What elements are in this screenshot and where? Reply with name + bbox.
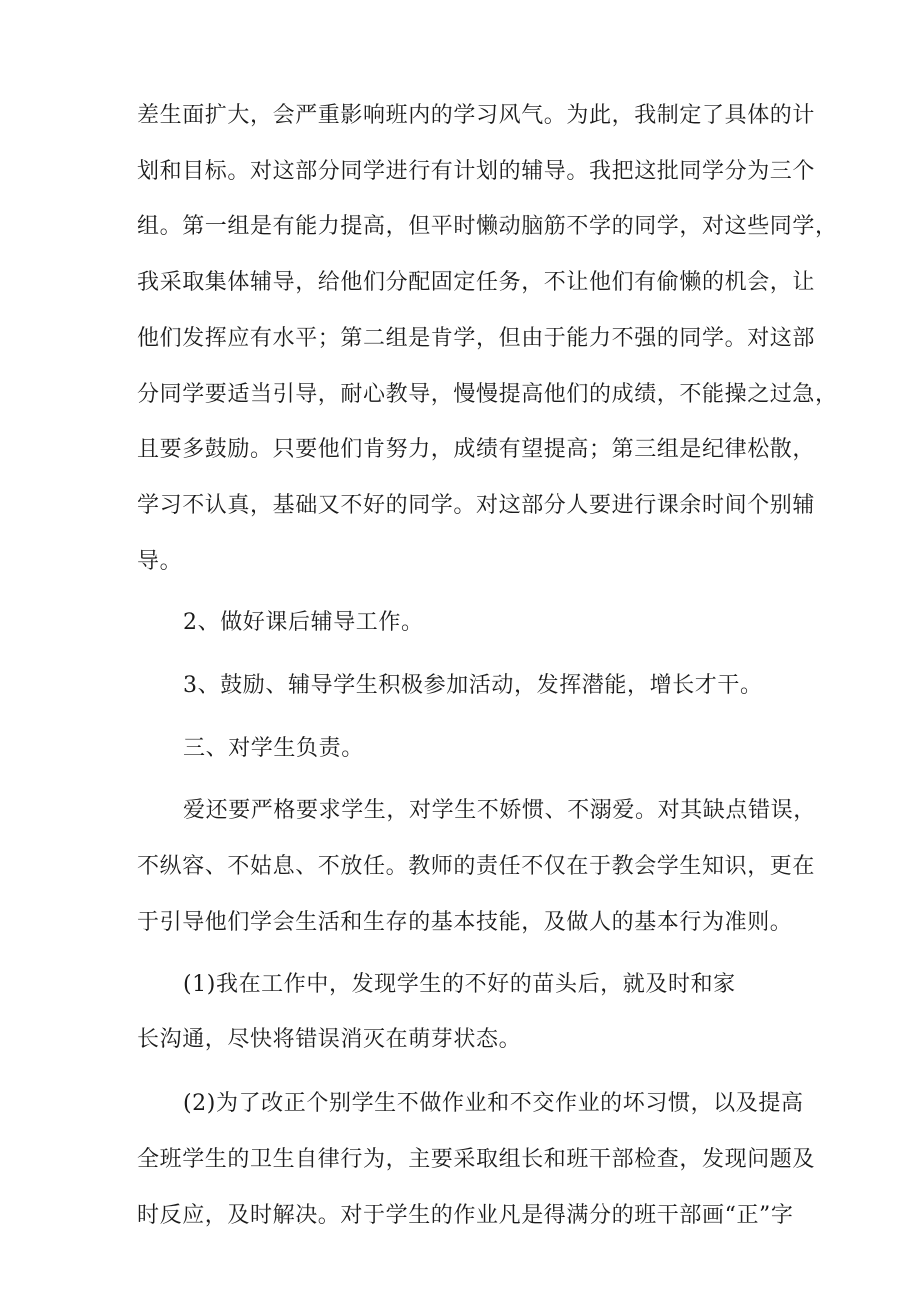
paragraph-line: 且要多鼓励。只要他们肯努力，成绩有望提高；第三组是纪律松散，: [137, 437, 816, 462]
paragraph-line: 学习不认真，基础又不好的同学。对这部分人要进行课余时间个别辅: [137, 493, 816, 518]
numbered-item-1: (1)我在工作中，发现学生的不好的苗头后，就及时和家: [183, 972, 736, 997]
paragraph-line: 爱还要严格要求学生，对学生不娇惯、不溺爱。对其缺点错误，: [183, 798, 816, 823]
paragraph-line: 不纵容、不姑息、不放任。教师的责任不仅在于教会学生知识，更在: [137, 854, 816, 879]
numbered-item-2: (2)为了改正个别学生不做作业和不交作业的坏习惯，以及提高: [183, 1091, 804, 1116]
list-item-2: 2、做好课后辅导工作。: [183, 610, 424, 635]
paragraph-line: 导。: [137, 549, 183, 574]
paragraph-line: 全班学生的卫生自律行为，主要采取组长和班干部检查，发现问题及: [137, 1147, 816, 1172]
paragraph-line: 组。第一组是有能力提高，但平时懒动脑筋不学的同学，对这些同学，: [137, 214, 838, 239]
paragraph-line: 长沟通，尽快将错误消灭在萌芽状态。: [137, 1027, 522, 1052]
paragraph-line: 我采取集体辅导，给他们分配固定任务，不让他们有偷懒的机会，让: [137, 270, 816, 295]
paragraph-line: 差生面扩大，会严重影响班内的学习风气。为此，我制定了具体的计: [137, 103, 816, 128]
paragraph-line: 于引导他们学会生活和生存的基本技能，及做人的基本行为准则。: [137, 910, 793, 935]
paragraph-line: 时反应，及时解决。对于学生的作业凡是得满分的班干部画“正”字: [137, 1203, 794, 1228]
paragraph-line: 划和目标。对这部分同学进行有计划的辅导。我把这批同学分为三个: [137, 159, 816, 184]
list-item-3: 3、鼓励、辅导学生积极参加活动，发挥潜能，增长才干。: [183, 673, 763, 698]
paragraph-line: 他们发挥应有水平；第二组是肯学，但由于能力不强的同学。对这部: [137, 326, 816, 351]
section-heading: 三、对学生负责。: [183, 736, 364, 761]
paragraph-line: 分同学要适当引导，耐心教导，慢慢提高他们的成绩，不能操之过急，: [137, 382, 838, 407]
